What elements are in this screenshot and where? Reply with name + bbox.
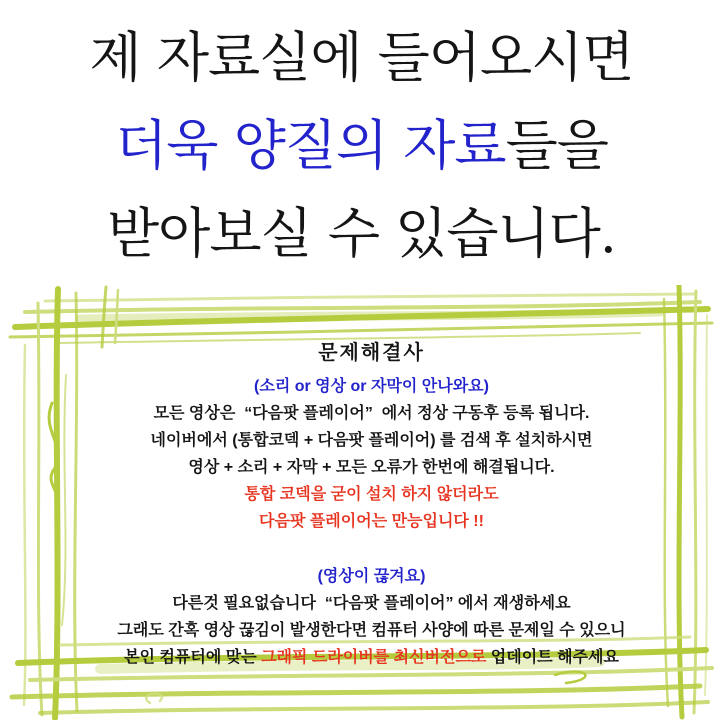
audio-section-line-2: 네이버에서 (통합코덱 + 다음팟 플레이어) 를 검색 후 설치하시면 — [150, 432, 593, 449]
intro-line-2-rest: 들을 — [505, 114, 608, 177]
driver-update-suffix: 업데이트 해주세요 — [486, 649, 619, 666]
intro-line-3: 받아보실 수 있습니다. — [107, 202, 616, 265]
stutter-section-line-2: 그래도 간혹 영상 끊김이 발생한다면 컴퓨터 사양에 따른 문제일 수 있으니 — [117, 622, 626, 639]
intro-line-1: 제 자료실에 들어오시면 — [89, 26, 634, 89]
driver-update-highlight: 그래픽 드라이버를 최신버전으로 — [261, 649, 487, 666]
codec-warning-line-1: 통합 코덱을 굳이 설치 하지 않더라도 — [244, 486, 499, 503]
audio-section-line-3: 영상 + 소리 + 자막 + 모든 오류가 한번에 해결됩니다. — [188, 459, 555, 476]
codec-warning-line-2: 다음팟 플레이어는 만능입니다 !! — [259, 513, 484, 530]
audio-section-heading: (소리 or 영상 or 자막이 안나와요) — [254, 378, 489, 395]
troubleshooter-panel — [0, 285, 723, 720]
troubleshooter-content — [75, 341, 668, 671]
driver-update-prefix: 본인 컴퓨터에 맞는 — [124, 649, 262, 666]
stutter-section-heading: (영상이 끊겨요) — [317, 568, 426, 585]
panel-title: 문제해결사 — [318, 342, 425, 364]
stutter-section-line-1: 다른것 필요없습니다 “다음팟 플레이어” 에서 재생하세요 — [172, 595, 571, 612]
audio-section-line-1: 모든 영상은 “다음팟 플레이어” 에서 정상 구동후 등록 됩니다. — [153, 405, 590, 422]
intro-line-2 — [0, 102, 723, 190]
driver-update-line — [75, 644, 668, 671]
intro-line-2-highlight: 더욱 양질의 자료 — [115, 114, 506, 177]
intro-banner — [0, 0, 723, 278]
